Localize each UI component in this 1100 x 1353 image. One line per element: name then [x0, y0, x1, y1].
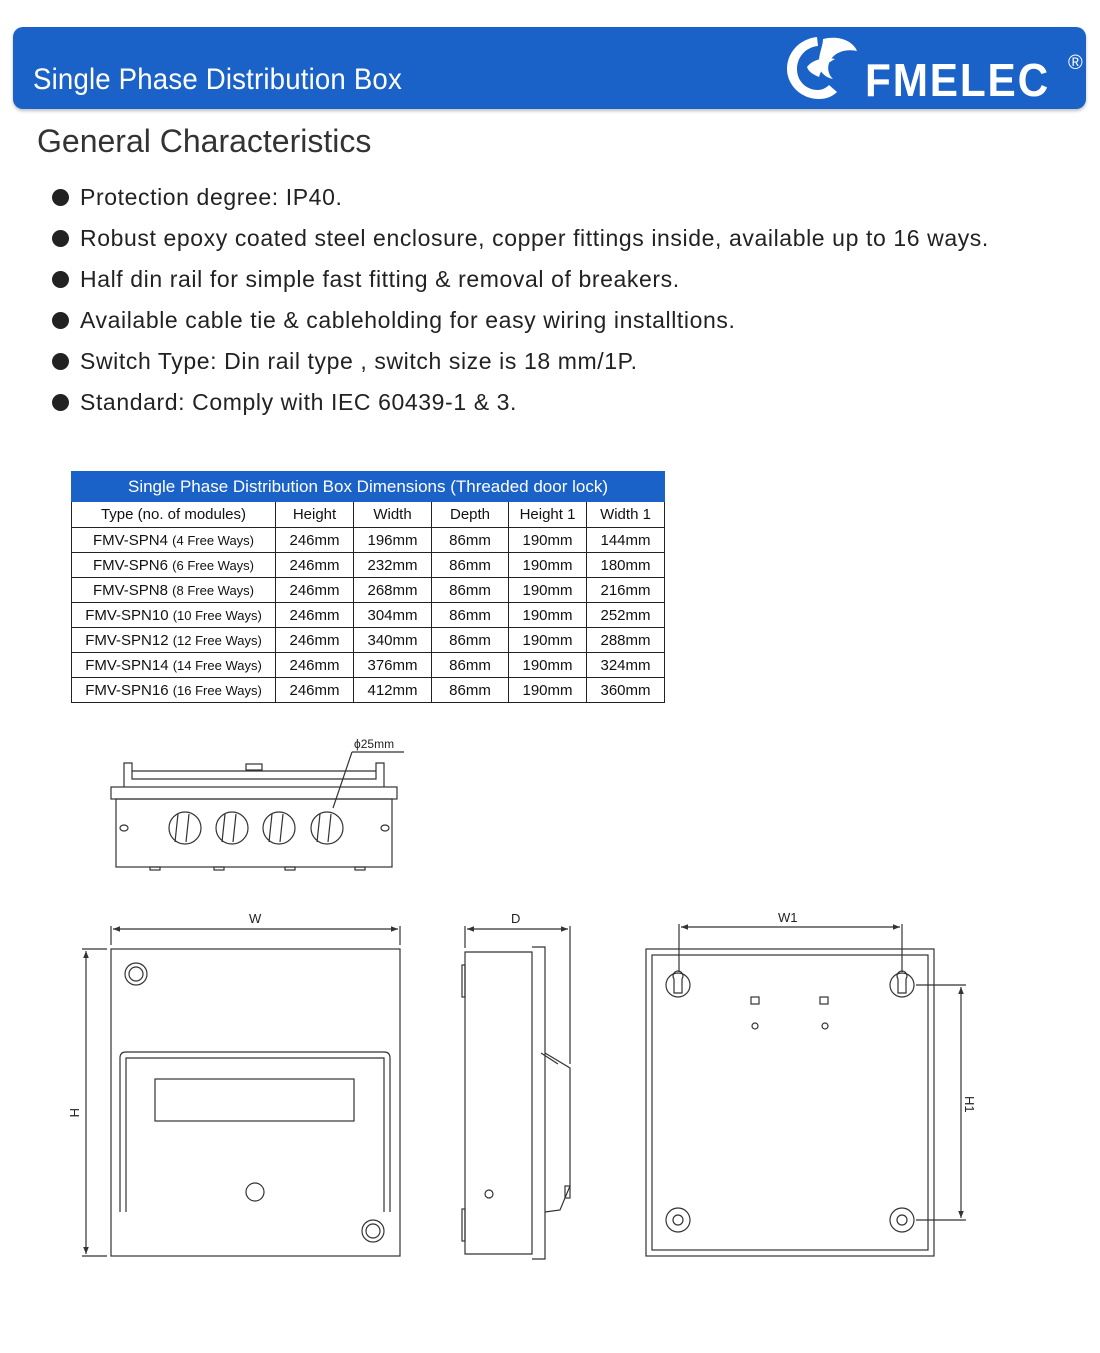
- width-cell: 304mm: [354, 603, 432, 628]
- width-cell: 412mm: [354, 678, 432, 703]
- cable-entry-hole: [263, 812, 295, 844]
- cable-entry-hole: [169, 812, 201, 844]
- column-header: Width: [354, 502, 432, 528]
- side-view-drawing: [462, 926, 570, 1259]
- height1-cell: 190mm: [509, 603, 587, 628]
- width-cell: 196mm: [354, 528, 432, 553]
- depth-cell: 86mm: [432, 553, 509, 578]
- column-header: Height: [276, 502, 354, 528]
- width1-cell: 180mm: [587, 553, 665, 578]
- list-item-text: Half din rail for simple fast fitting & removal of breakers.: [80, 266, 680, 292]
- width-cell: 340mm: [354, 628, 432, 653]
- column-header: Type (no. of modules): [72, 502, 276, 528]
- depth-cell: 86mm: [432, 653, 509, 678]
- bottom-view-drawing: [111, 752, 404, 870]
- width-cell: 268mm: [354, 578, 432, 603]
- keyhole-mounting-hole: [666, 971, 690, 997]
- list-item-text: Available cable tie & cableholding for easy wiring installtions.: [80, 307, 736, 333]
- table-caption: Single Phase Distribution Box Dimensions (Threaded door lock): [72, 472, 665, 502]
- free-ways: (14 Free Ways): [172, 657, 262, 673]
- depth-cell: 86mm: [432, 578, 509, 603]
- free-ways: (16 Free Ways): [172, 682, 262, 698]
- model-name: FMV-SPN4: [92, 531, 168, 549]
- height1-cell: 190mm: [509, 653, 587, 678]
- height-cell: 246mm: [276, 578, 354, 603]
- mounting-hole: [890, 1208, 914, 1232]
- height1-cell: 190mm: [509, 678, 587, 703]
- width1-dimension-label: W1: [778, 910, 798, 925]
- height-cell: 246mm: [276, 678, 354, 703]
- model-name: FMV-SPN12: [85, 631, 169, 649]
- height-cell: 246mm: [276, 603, 354, 628]
- free-ways: (4 Free Ways): [172, 532, 255, 548]
- hole-diameter-label: ϕ25mm: [354, 737, 395, 751]
- width1-cell: 252mm: [587, 603, 665, 628]
- front-view-drawing: [82, 926, 400, 1256]
- height1-cell: 190mm: [509, 528, 587, 553]
- height1-cell: 190mm: [509, 553, 587, 578]
- free-ways: (8 Free Ways): [172, 582, 255, 598]
- depth-cell: 86mm: [432, 678, 509, 703]
- column-header: Height 1: [509, 502, 587, 528]
- page-title: Single Phase Distribution Box: [33, 63, 402, 96]
- height-dimension-label: H: [67, 1108, 82, 1118]
- free-ways: (12 Free Ways): [172, 632, 262, 648]
- width1-cell: 144mm: [587, 528, 665, 553]
- registered-mark: ®: [1068, 52, 1083, 74]
- depth-cell: 86mm: [432, 528, 509, 553]
- height1-cell: 190mm: [509, 628, 587, 653]
- width-dimension-label: W: [249, 911, 262, 926]
- cable-entry-hole: [311, 812, 343, 844]
- list-item-text: Protection degree: IP40.: [80, 184, 343, 210]
- width-cell: 376mm: [354, 653, 432, 678]
- height-cell: 246mm: [276, 528, 354, 553]
- width-cell: 232mm: [354, 553, 432, 578]
- depth-cell: 86mm: [432, 603, 509, 628]
- model-name: FMV-SPN16: [85, 681, 169, 699]
- depth-dimension-label: D: [511, 911, 521, 926]
- free-ways: (10 Free Ways): [172, 607, 262, 623]
- height-cell: 246mm: [276, 653, 354, 678]
- list-item-text: Standard: Comply with IEC 60439-1 & 3.: [80, 389, 518, 415]
- width1-cell: 216mm: [587, 578, 665, 603]
- model-name: FMV-SPN8: [92, 581, 168, 599]
- height-cell: 246mm: [276, 553, 354, 578]
- keyhole-mounting-hole: [890, 971, 914, 997]
- rear-view-drawing: [646, 924, 966, 1256]
- section-title: General Characteristics: [37, 123, 372, 159]
- width1-cell: 360mm: [587, 678, 665, 703]
- column-header: Width 1: [587, 502, 665, 528]
- height-cell: 246mm: [276, 628, 354, 653]
- height1-cell: 190mm: [509, 578, 587, 603]
- model-name: FMV-SPN6: [92, 556, 168, 574]
- model-name: FMV-SPN10: [85, 606, 169, 624]
- width1-cell: 288mm: [587, 628, 665, 653]
- model-name: FMV-SPN14: [85, 656, 169, 674]
- column-header: Depth: [432, 502, 509, 528]
- cable-entry-hole: [216, 812, 248, 844]
- width1-cell: 324mm: [587, 653, 665, 678]
- height1-dimension-label: H1: [962, 1096, 977, 1113]
- free-ways: (6 Free Ways): [172, 557, 255, 573]
- brand-name: FMELEC: [865, 54, 1051, 106]
- list-item-text: Robust epoxy coated steel enclosure, copper fittings inside, available up to 16 ways.: [80, 225, 989, 251]
- mounting-hole: [666, 1208, 690, 1232]
- depth-cell: 86mm: [432, 628, 509, 653]
- list-item-text: Switch Type: Din rail type , switch size is 18 mm/1P.: [80, 348, 638, 374]
